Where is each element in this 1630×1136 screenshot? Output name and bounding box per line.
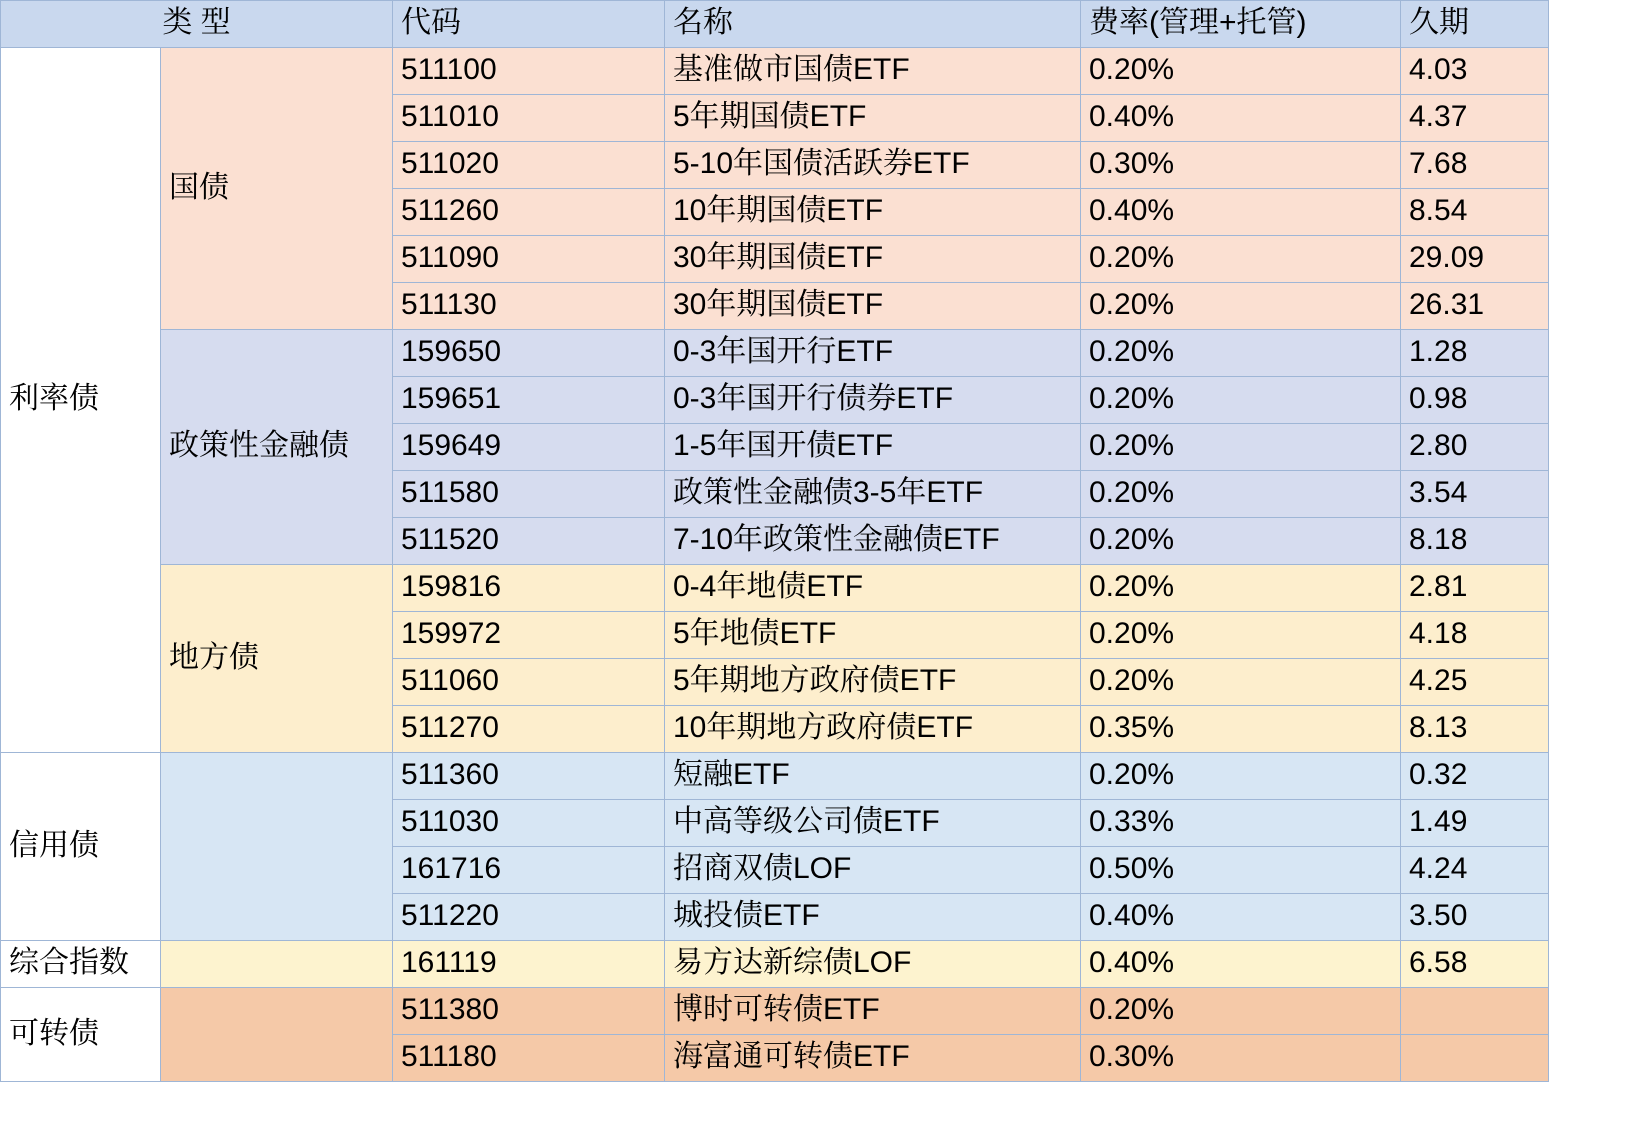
cell-duration: 2.80 bbox=[1401, 424, 1549, 471]
cell-duration: 4.03 bbox=[1401, 48, 1549, 95]
cell-name: 0-4年地债ETF bbox=[665, 565, 1081, 612]
cell-code: 511520 bbox=[393, 518, 665, 565]
category-level1: 可转债 bbox=[1, 988, 161, 1082]
header-fee: 费率(管理+托管) bbox=[1081, 1, 1401, 48]
cell-duration: 0.32 bbox=[1401, 753, 1549, 800]
table-row bbox=[1, 330, 1549, 377]
cell-fee: 0.30% bbox=[1081, 1035, 1401, 1082]
cell-code: 511580 bbox=[393, 471, 665, 518]
cell-fee: 0.20% bbox=[1081, 518, 1401, 565]
cell-fee: 0.35% bbox=[1081, 706, 1401, 753]
cell-fee: 0.20% bbox=[1081, 283, 1401, 330]
cell-name: 7-10年政策性金融债ETF bbox=[665, 518, 1081, 565]
cell-name: 5年地债ETF bbox=[665, 612, 1081, 659]
cell-duration: 6.58 bbox=[1401, 941, 1549, 988]
cell-name: 政策性金融债3-5年ETF bbox=[665, 471, 1081, 518]
cell-name: 基准做市国债ETF bbox=[665, 48, 1081, 95]
cell-name: 5年期国债ETF bbox=[665, 95, 1081, 142]
cell-code: 511010 bbox=[393, 95, 665, 142]
cell-fee: 0.20% bbox=[1081, 471, 1401, 518]
cell-fee: 0.40% bbox=[1081, 95, 1401, 142]
category-level1: 综合指数 bbox=[1, 941, 161, 988]
cell-fee: 0.20% bbox=[1081, 236, 1401, 283]
cell-name: 5年期地方政府债ETF bbox=[665, 659, 1081, 706]
table-row bbox=[1, 941, 1549, 988]
cell-name: 招商双债LOF bbox=[665, 847, 1081, 894]
cell-name: 城投债ETF bbox=[665, 894, 1081, 941]
cell-duration: 8.13 bbox=[1401, 706, 1549, 753]
category-level2 bbox=[161, 988, 393, 1082]
category-level2: 地方债 bbox=[161, 565, 393, 753]
category-level2: 国债 bbox=[161, 48, 393, 330]
cell-code: 159650 bbox=[393, 330, 665, 377]
table-row bbox=[1, 565, 1549, 612]
category-level1: 利率债 bbox=[1, 48, 161, 753]
cell-duration: 3.50 bbox=[1401, 894, 1549, 941]
cell-duration: 29.09 bbox=[1401, 236, 1549, 283]
category-level2 bbox=[161, 941, 393, 988]
cell-name: 0-3年国开行ETF bbox=[665, 330, 1081, 377]
cell-code: 511060 bbox=[393, 659, 665, 706]
cell-code: 159651 bbox=[393, 377, 665, 424]
cell-fee: 0.40% bbox=[1081, 941, 1401, 988]
cell-code: 159649 bbox=[393, 424, 665, 471]
cell-duration bbox=[1401, 988, 1549, 1035]
cell-name: 5-10年国债活跃券ETF bbox=[665, 142, 1081, 189]
category-level2 bbox=[161, 753, 393, 941]
table-row bbox=[1, 753, 1549, 800]
cell-duration bbox=[1401, 1035, 1549, 1082]
cell-code: 511270 bbox=[393, 706, 665, 753]
cell-fee: 0.20% bbox=[1081, 377, 1401, 424]
cell-duration: 3.54 bbox=[1401, 471, 1549, 518]
cell-duration: 4.25 bbox=[1401, 659, 1549, 706]
cell-code: 511380 bbox=[393, 988, 665, 1035]
header-name: 名称 bbox=[665, 1, 1081, 48]
cell-name: 短融ETF bbox=[665, 753, 1081, 800]
cell-fee: 0.20% bbox=[1081, 424, 1401, 471]
cell-code: 161716 bbox=[393, 847, 665, 894]
cell-fee: 0.50% bbox=[1081, 847, 1401, 894]
cell-name: 30年期国债ETF bbox=[665, 236, 1081, 283]
header-code: 代码 bbox=[393, 1, 665, 48]
cell-name: 0-3年国开行债券ETF bbox=[665, 377, 1081, 424]
cell-duration: 8.18 bbox=[1401, 518, 1549, 565]
cell-duration: 8.54 bbox=[1401, 189, 1549, 236]
cell-duration: 1.49 bbox=[1401, 800, 1549, 847]
cell-name: 10年期国债ETF bbox=[665, 189, 1081, 236]
cell-name: 10年期地方政府债ETF bbox=[665, 706, 1081, 753]
cell-fee: 0.20% bbox=[1081, 48, 1401, 95]
cell-fee: 0.20% bbox=[1081, 330, 1401, 377]
cell-fee: 0.20% bbox=[1081, 565, 1401, 612]
cell-fee: 0.20% bbox=[1081, 753, 1401, 800]
cell-code: 511100 bbox=[393, 48, 665, 95]
table-header-row bbox=[1, 1, 1549, 48]
cell-name: 易方达新综债LOF bbox=[665, 941, 1081, 988]
cell-duration: 1.28 bbox=[1401, 330, 1549, 377]
cell-fee: 0.33% bbox=[1081, 800, 1401, 847]
cell-duration: 0.98 bbox=[1401, 377, 1549, 424]
cell-name: 30年期国债ETF bbox=[665, 283, 1081, 330]
cell-code: 159816 bbox=[393, 565, 665, 612]
cell-name: 中高等级公司债ETF bbox=[665, 800, 1081, 847]
cell-duration: 4.37 bbox=[1401, 95, 1549, 142]
cell-name: 海富通可转债ETF bbox=[665, 1035, 1081, 1082]
cell-fee: 0.20% bbox=[1081, 612, 1401, 659]
cell-duration: 2.81 bbox=[1401, 565, 1549, 612]
cell-name: 博时可转债ETF bbox=[665, 988, 1081, 1035]
cell-fee: 0.20% bbox=[1081, 988, 1401, 1035]
cell-code: 511030 bbox=[393, 800, 665, 847]
cell-duration: 4.18 bbox=[1401, 612, 1549, 659]
cell-code: 511090 bbox=[393, 236, 665, 283]
cell-code: 511130 bbox=[393, 283, 665, 330]
header-category: 类 型 bbox=[1, 1, 393, 48]
cell-code: 161119 bbox=[393, 941, 665, 988]
header-duration: 久期 bbox=[1401, 1, 1549, 48]
cell-code: 511360 bbox=[393, 753, 665, 800]
category-level2: 政策性金融债 bbox=[161, 330, 393, 565]
cell-fee: 0.40% bbox=[1081, 894, 1401, 941]
table-row bbox=[1, 48, 1549, 95]
cell-code: 511220 bbox=[393, 894, 665, 941]
category-level1: 信用债 bbox=[1, 753, 161, 941]
table-row bbox=[1, 988, 1549, 1035]
cell-fee: 0.30% bbox=[1081, 142, 1401, 189]
cell-duration: 26.31 bbox=[1401, 283, 1549, 330]
cell-code: 511260 bbox=[393, 189, 665, 236]
cell-name: 1-5年国开债ETF bbox=[665, 424, 1081, 471]
cell-code: 511180 bbox=[393, 1035, 665, 1082]
cell-fee: 0.20% bbox=[1081, 659, 1401, 706]
cell-duration: 7.68 bbox=[1401, 142, 1549, 189]
cell-code: 159972 bbox=[393, 612, 665, 659]
cell-duration: 4.24 bbox=[1401, 847, 1549, 894]
cell-fee: 0.40% bbox=[1081, 189, 1401, 236]
cell-code: 511020 bbox=[393, 142, 665, 189]
